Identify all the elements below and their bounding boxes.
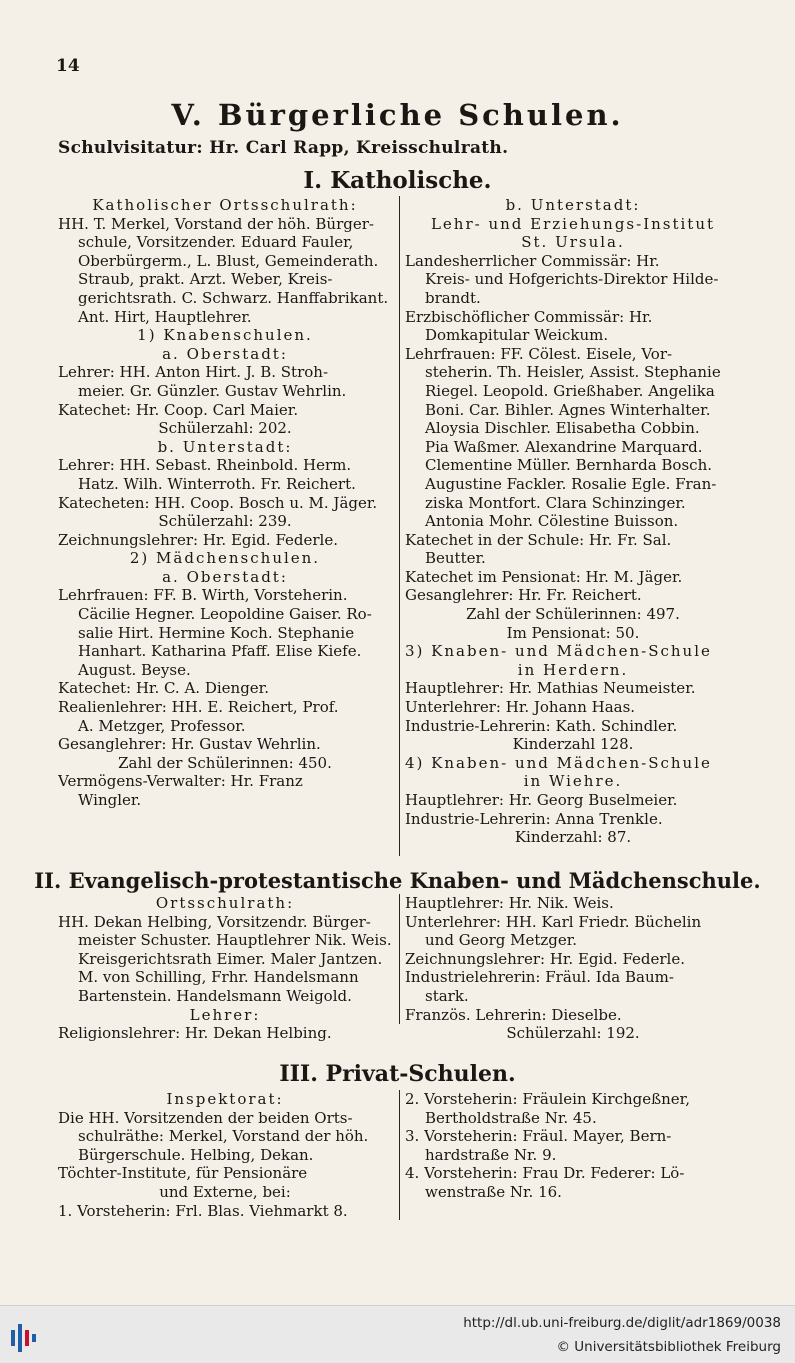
ub-freiburg-logo-icon[interactable] [8,1322,40,1354]
text-line: 3) Knaben- und Mädchen-Schule [405,642,712,661]
text-line: Katecheten: HH. Coop. Bosch u. M. Jäger. [58,493,378,512]
text-line: meister Schuster. Hauptlehrer Nik. Weis. [78,931,392,950]
text-line: Katholischer Ortsschulrath: [92,196,358,214]
text-line: Lehr- und Erziehungs-Institut [430,214,716,233]
text-line: Pia Waßmer. Alexandrine Marquard. [425,437,703,456]
column-divider [399,1090,400,1220]
text-line: 3. Vorsteherin: Fräul. Mayer, Bern- [405,1127,672,1146]
text-line: HH. T. Merkel, Vorstand der höh. Bürger- [58,214,374,233]
text-line: Lehrer: [189,1005,261,1024]
text-line: Bertholdstraße Nr. 45. [425,1108,597,1127]
text-line: wenstraße Nr. 16. [425,1182,562,1201]
text-line: in Wiehre. [523,772,623,791]
text-line: Clementine Müller. Bernharda Bosch. [425,456,712,475]
text-line: Unterlehrer: HH. Karl Friedr. Büchelin [405,912,702,931]
text-line: Schülerzahl: 202. [158,419,292,438]
page-title: V. Bürgerliche Schulen. [171,98,624,132]
section2-left-column [58,894,392,1043]
text-line: 2) Mädchenschulen. [129,549,321,568]
schulvisitatur-line: Schulvisitatur: Hr. Carl Rapp, Kreisschulrath. [58,138,509,158]
text-line: Lehrer: HH. Anton Hirt. J. B. Stroh- [58,363,329,382]
text-line: Boni. Car. Bihler. Agnes Winterhalter. [425,400,711,419]
text-line: Unterlehrer: Hr. Johann Haas. [405,698,636,717]
section1-left-column [58,196,392,810]
text-line: Hauptlehrer: Hr. Nik. Weis. [405,894,614,912]
text-line: hardstraße Nr. 9. [425,1145,557,1164]
text-line: Cäcilie Hegner. Leopoldine Gaiser. Ro- [78,605,372,624]
text-line: Die HH. Vorsitzenden der beiden Orts- [58,1108,353,1127]
text-line: 4. Vorsteherin: Frau Dr. Federer: Lö- [405,1164,685,1183]
text-line: M. von Schilling, Frhr. Handelsmann [78,968,359,987]
text-line: Kinderzahl 128. [512,735,634,754]
text-line: Domkapitular Weickum. [425,326,609,345]
section1-heading: I. Katholische. [303,167,492,194]
text-line: a. Oberstadt: [162,344,288,363]
text-line: Lehrfrauen: FF. B. Wirth, Vorsteherin. [58,586,348,605]
text-line: meier. Gr. Günzler. Gustav Wehrlin. [78,381,347,400]
text-line: Kreis- und Hofgerichts-Direktor Hilde- [425,270,719,289]
text-line: Industrie-Lehrerin: Anna Trenkle. [405,809,663,828]
text-line: Beutter. [425,549,486,568]
section3-left-column [58,1090,392,1220]
text-line: Ortsschulrath: [155,894,295,912]
text-line: Gesanglehrer: Hr. Fr. Reichert. [405,586,642,605]
text-line: Zeichnungslehrer: Hr. Egid. Federle. [58,530,338,549]
text-line: St. Ursula. [521,233,625,252]
column-divider [399,894,400,1024]
text-line: ziska Montfort. Clara Schinzinger. [425,493,686,512]
text-line: Vermögens-Verwalter: Hr. Franz [58,772,303,791]
copyright-notice: © Universitätsbibliothek Freiburg [556,1339,781,1355]
text-line: b. Unterstadt: [157,437,293,456]
text-line: Kinderzahl: 87. [514,828,632,847]
text-line: Religionslehrer: Hr. Dekan Helbing. [58,1024,332,1043]
text-line: Hatz. Wilh. Winterroth. Fr. Reichert. [78,474,356,493]
text-line: Riegel. Leopold. Grießhaber. Angelika [425,381,715,400]
text-line: Katechet im Pensionat: Hr. M. Jäger. [405,567,683,586]
text-line: Antonia Mohr. Cölestine Buisson. [425,512,679,531]
text-line: Straub, prakt. Arzt. Weber, Kreis- [78,270,333,289]
text-line: Hanhart. Katharina Pfaff. Elise Kiefe. [78,642,362,661]
text-line: August. Beyse. [78,660,191,679]
text-line: Katechet: Hr. C. A. Dienger. [58,679,269,698]
text-line: 4) Knaben- und Mädchen-Schule [405,753,712,772]
page-number: 14 [56,56,80,76]
text-line: Aloysia Dischler. Elisabetha Cobbin. [425,419,700,438]
viewer-footer [0,1305,795,1363]
text-line: 1) Knabenschulen. [137,326,313,345]
section1-right-column [405,196,741,847]
text-line: Katechet in der Schule: Hr. Fr. Sal. [405,530,672,549]
text-line: salie Hirt. Hermine Koch. Stephanie [78,623,355,642]
text-line: Töchter-Institute, für Pensionäre [58,1164,308,1183]
text-line: und Georg Metzger. [425,931,578,950]
text-line: und Externe, bei: [159,1182,291,1201]
text-line: Lehrer: HH. Sebast. Rheinbold. Herm. [58,456,352,475]
section3-heading: III. Privat-Schulen. [279,1061,516,1087]
text-line: a. Oberstadt: [162,567,288,586]
text-line: b. Unterstadt: [505,196,641,214]
text-line: in Herdern. [517,660,629,679]
section2-right-column [405,894,741,1043]
text-line: Industrie-Lehrerin: Kath. Schindler. [405,716,678,735]
text-line: Realienlehrer: HH. E. Reichert, Prof. [58,698,339,717]
text-line: Im Pensionat: 50. [506,623,640,642]
text-line: schule, Vorsitzender. Eduard Fauler, [78,233,354,252]
text-line: schulräthe: Merkel, Vorstand der höh. [78,1127,369,1146]
text-line: HH. Dekan Helbing, Vorsitzendr. Bürger- [58,912,371,931]
text-line: Schülerzahl: 192. [506,1024,640,1043]
text-line: Augustine Fackler. Rosalie Egle. Fran- [425,474,717,493]
section3-right-column [405,1090,741,1202]
text-line: Oberbürgerm., L. Blust, Gemeinderath. [78,251,379,270]
section2-heading: II. Evangelisch-protestantische Knaben- und Mädchenschule. [34,868,761,893]
text-line: Landesherrlicher Commissär: Hr. [405,251,660,270]
text-line: 1. Vorsteherin: Frl. Blas. Viehmarkt 8. [58,1201,348,1220]
text-line: Erzbischöflicher Commissär: Hr. [405,307,653,326]
text-line: Bürgerschule. Helbing, Dekan. [78,1145,314,1164]
text-line: Bartenstein. Handelsmann Weigold. [78,986,352,1005]
text-line: 2. Vorsteherin: Fräulein Kirchgeßner, [405,1090,690,1108]
text-line: Gesanglehrer: Hr. Gustav Wehrlin. [58,735,321,754]
text-line: Französ. Lehrerin: Dieselbe. [405,1005,622,1024]
text-line: Lehrfrauen: FF. Cölest. Eisele, Vor- [405,344,673,363]
text-line: Katechet: Hr. Coop. Carl Maier. [58,400,299,419]
text-line: Zahl der Schülerinnen: 450. [118,753,332,772]
text-line: Schülerzahl: 239. [158,512,292,531]
text-line: Wingler. [78,791,142,809]
text-line: Zeichnungslehrer: Hr. Egid. Federle. [405,949,685,968]
column-divider [399,196,400,856]
text-line: Ant. Hirt, Hauptlehrer. [78,307,252,326]
text-line: Kreisgerichtsrath Eimer. Maler Jantzen. [78,949,383,968]
text-line: stark. [425,986,469,1005]
text-line: gerichtsrath. C. Schwarz. Hanffabrikant. [78,288,389,307]
text-line: brandt. [425,288,481,307]
text-line: Zahl der Schülerinnen: 497. [466,605,680,624]
permalink-url[interactable]: http://dl.ub.uni-freiburg.de/diglit/adr1869/0038 [463,1315,781,1331]
text-line: steherin. Th. Heisler, Assist. Stephanie [425,363,721,382]
text-line: Inspektorat: [166,1090,284,1108]
text-line: A. Metzger, Professor. [78,716,246,735]
text-line: Hauptlehrer: Hr. Georg Buselmeier. [405,791,678,809]
text-line: Industrielehrerin: Fräul. Ida Baum- [405,968,674,987]
text-line: Hauptlehrer: Hr. Mathias Neumeister. [405,679,696,698]
